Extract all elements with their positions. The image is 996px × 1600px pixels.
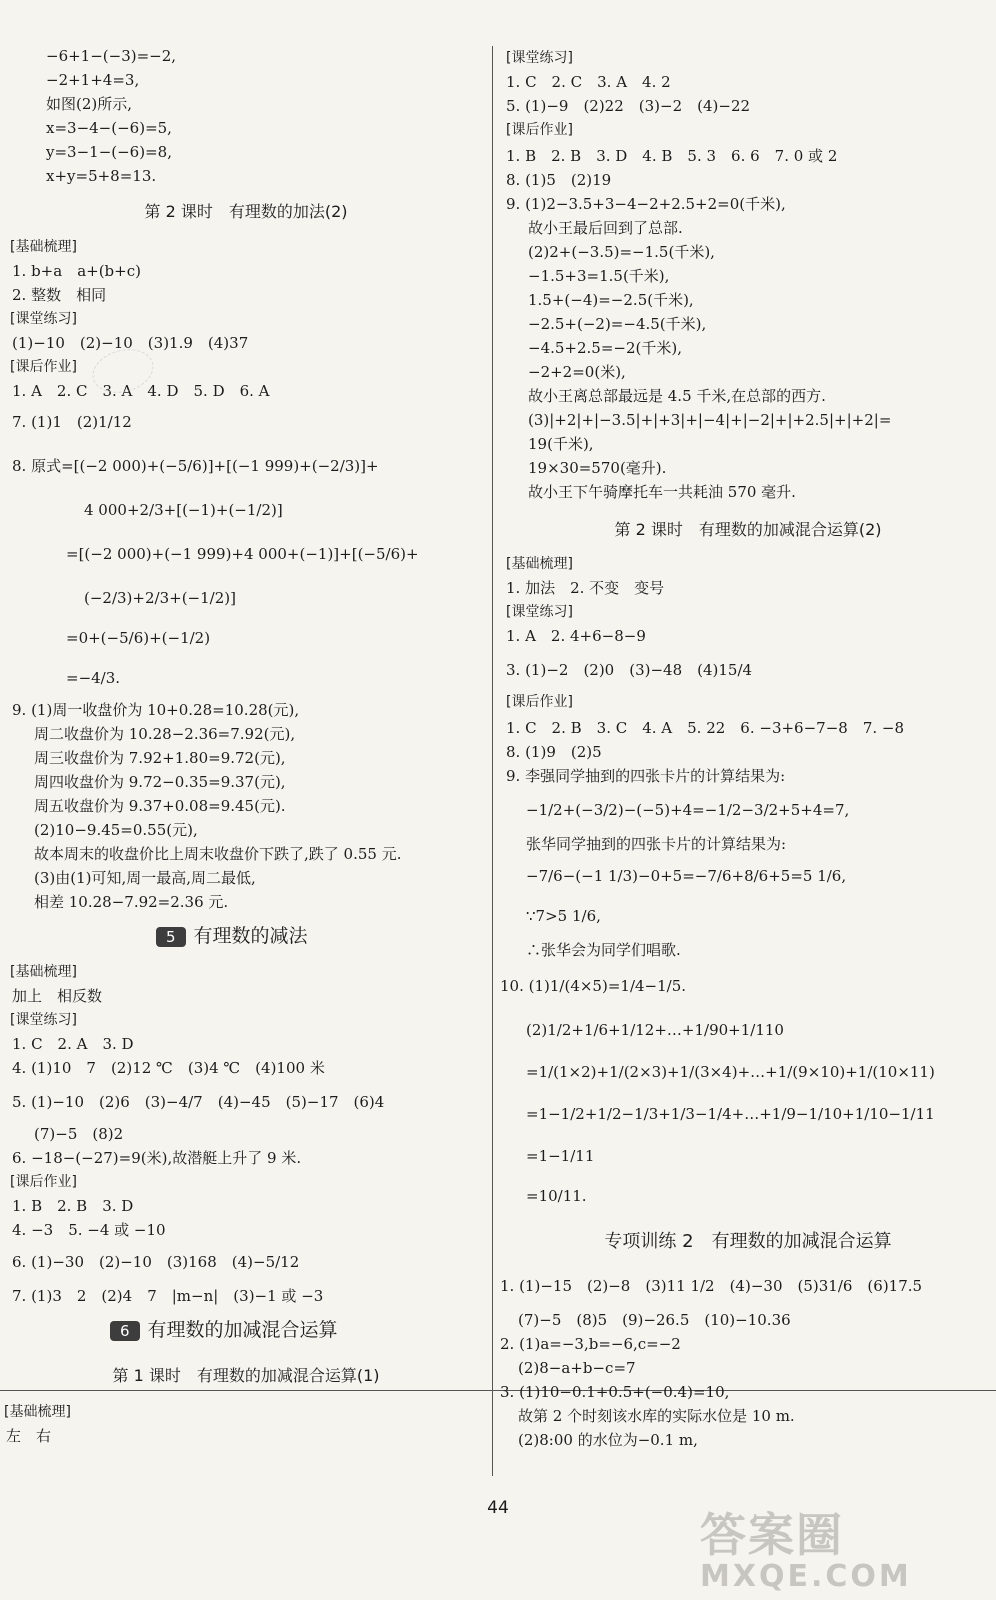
text-line: −2+2=0(米), xyxy=(528,363,626,381)
text-line: 10. (1)1/(4×5)=1/4−1/5. xyxy=(500,977,687,995)
text-line: =10/11. xyxy=(526,1187,587,1205)
text-line: −6+1−(−3)=−2, xyxy=(46,47,177,65)
text-line: 左 右 xyxy=(6,1427,52,1445)
chapter-title: 有理数的加减混合运算 xyxy=(147,1319,338,1341)
text-line: (3)由(1)可知,周一最高,周二最低, xyxy=(34,869,256,887)
text-line: 故本周末的收盘价比上周末收盘价下跌了,跌了 0.55 元. xyxy=(34,845,402,863)
text-line: 4 000+2/3+[(−1)+(−1/2)] xyxy=(84,501,283,519)
text-line: −1/2+(−3/2)−(−5)+4=−1/2−3/2+5+4=7, xyxy=(526,801,850,819)
text-line: 1. 加法 2. 不变 变号 xyxy=(506,579,665,597)
text-line: 5. (1)−9 (2)22 (3)−2 (4)−22 xyxy=(506,97,751,115)
text-line: (−2/3)+2/3+(−1/2)] xyxy=(84,589,236,607)
text-line: y=3−1−(−6)=8, xyxy=(46,143,172,161)
text-line: 4. −3 5. −4 或 −10 xyxy=(12,1221,166,1239)
text-line: 3. (1)10−0.1+0.5+(−0.4)=10, xyxy=(500,1383,730,1401)
chapter-title: 有理数的减法 xyxy=(193,925,308,947)
text-line: 9. 李强同学抽到的四张卡片的计算结果为: xyxy=(506,767,786,785)
text-line: (2)8−a+b−c=7 xyxy=(518,1359,636,1377)
text-line: =1−1/11 xyxy=(526,1147,595,1165)
text-line: =1−1/2+1/2−1/3+1/3−1/4+…+1/9−1/10+1/10−1/11 xyxy=(526,1105,935,1123)
text-line: 5. (1)−10 (2)6 (3)−4/7 (4)−45 (5)−17 (6)4 xyxy=(12,1093,385,1111)
text-line: =[(−2 000)+(−1 999)+4 000+(−1)]+[(−5/6)+ xyxy=(66,545,419,563)
text-line: ∵7>5 1/6, xyxy=(526,907,601,925)
lesson-heading: 第 2 课时 有理数的加法(2) xyxy=(144,202,348,221)
special-training-heading: 专项训练 2 有理数的加减混合运算 xyxy=(604,1231,892,1252)
text-line: 1. C 2. C 3. A 4. 2 xyxy=(506,73,671,91)
section-tag: [课后作业] xyxy=(506,694,573,710)
watermark-text: 答案圈 xyxy=(700,1508,844,1562)
text-line: 2. 整数 相同 xyxy=(12,286,107,304)
text-line: −4.5+2.5=−2(千米), xyxy=(528,339,682,357)
text-line: 故小王下午骑摩托车一共耗油 570 毫升. xyxy=(528,483,796,501)
watermark-logo xyxy=(700,1508,970,1594)
text-line: =−4/3. xyxy=(66,669,121,687)
text-line: 加上 相反数 xyxy=(12,987,103,1005)
section-tag: [课堂练习] xyxy=(506,604,573,620)
chapter-number-badge: 5 xyxy=(156,927,186,947)
section-tag: [课后作业] xyxy=(10,1174,77,1190)
text-line: 2. (1)a=−3,b=−6,c=−2 xyxy=(500,1335,681,1353)
text-line: (2)2+(−3.5)=−1.5(千米), xyxy=(528,243,715,261)
text-line: 张华同学抽到的四张卡片的计算结果为: xyxy=(526,835,787,853)
text-line: 1. b+a a+(b+c) xyxy=(12,262,141,280)
text-line: (2)1/2+1/6+1/12+…+1/90+1/110 xyxy=(526,1021,784,1039)
text-line: 7. (1)1 (2)1/12 xyxy=(12,413,132,431)
text-line: 9. (1)2−3.5+3−4−2+2.5+2=0(千米), xyxy=(506,195,786,213)
section-tag: [基础梳理] xyxy=(506,556,573,572)
text-line: 1. C 2. B 3. C 4. A 5. 22 6. −3+6−7−8 7. −8 xyxy=(506,719,905,737)
text-line: (7)−5 (8)2 xyxy=(34,1125,124,1143)
text-line: 6. −18−(−27)=9(米),故潜艇上升了 9 米. xyxy=(12,1149,302,1167)
text-line: 4. (1)10 7 (2)12 ℃ (3)4 ℃ (4)100 米 xyxy=(12,1059,325,1077)
text-line: 相差 10.28−7.92=2.36 元. xyxy=(34,893,229,911)
text-line: x+y=5+8=13. xyxy=(46,167,157,185)
text-line: 9. (1)周一收盘价为 10+0.28=10.28(元), xyxy=(12,701,300,719)
section-tag: [课后作业] xyxy=(506,122,573,138)
text-line: (2)10−9.45=0.55(元), xyxy=(34,821,198,839)
chapter-heading xyxy=(156,926,308,947)
text-line: 7. (1)3 2 (2)4 7 |m−n| (3)−1 或 −3 xyxy=(12,1287,324,1305)
watermark-url: MXQE.COM xyxy=(700,1559,912,1594)
column-divider xyxy=(492,46,493,1476)
text-line: 1. B 2. B 3. D 4. B 5. 3 6. 6 7. 0 或 2 xyxy=(506,147,838,165)
text-line: 1. A 2. 4+6−8−9 xyxy=(506,627,646,645)
text-line: 1. B 2. B 3. D xyxy=(12,1197,134,1215)
text-line: 19×30=570(毫升). xyxy=(528,459,667,477)
section-tag: [基础梳理] xyxy=(4,1404,71,1420)
text-line: 3. (1)−2 (2)0 (3)−48 (4)15/4 xyxy=(506,661,753,679)
text-line: 1. C 2. A 3. D xyxy=(12,1035,134,1053)
text-line: 8. (1)5 (2)19 xyxy=(506,171,612,189)
text-line: 故小王最后回到了总部. xyxy=(528,219,683,237)
text-line: (2)8:00 的水位为−0.1 m, xyxy=(518,1431,698,1449)
text-line: 故小王离总部最远是 4.5 千米,在总部的西方. xyxy=(528,387,826,405)
text-line: −2.5+(−2)=−4.5(千米), xyxy=(528,315,707,333)
lesson-heading: 第 1 课时 有理数的加减混合运算(1) xyxy=(112,1366,380,1385)
section-tag: [课堂练习] xyxy=(10,311,77,327)
text-line: ∴张华会为同学们唱歌. xyxy=(526,941,681,959)
text-line: 8. 原式=[(−2 000)+(−5/6)]+[(−1 999)+(−2/3)]+ xyxy=(12,457,379,475)
text-line: 1. (1)−15 (2)−8 (3)11 1/2 (4)−30 (5)31/6 (6)17.5 xyxy=(500,1277,923,1295)
text-line: 周四收盘价为 9.72−0.35=9.37(元), xyxy=(34,773,286,791)
section-tag: [基础梳理] xyxy=(10,239,77,255)
text-line: =0+(−5/6)+(−1/2) xyxy=(66,629,211,647)
section-tag: [课堂练习] xyxy=(506,50,573,66)
text-line: x=3−4−(−6)=5, xyxy=(46,119,172,137)
text-line: −7/6−(−1 1/3)−0+5=−7/6+8/6+5=5 1/6, xyxy=(526,867,847,885)
text-line: −1.5+3=1.5(千米), xyxy=(528,267,670,285)
text-line: 如图(2)所示, xyxy=(46,95,133,113)
text-line: (1)−10 (2)−10 (3)1.9 (4)37 xyxy=(12,334,249,352)
chapter-heading xyxy=(110,1320,338,1341)
text-line: −2+1+4=3, xyxy=(46,71,140,89)
text-line: (3)|+2|+|−3.5|+|+3|+|−4|+|−2|+|+2.5|+|+2|= xyxy=(528,411,892,429)
text-line: 故第 2 个时刻该水库的实际水位是 10 m. xyxy=(518,1407,795,1425)
lesson-heading: 第 2 课时 有理数的加减混合运算(2) xyxy=(614,520,882,539)
text-line: 周三收盘价为 7.92+1.80=9.72(元), xyxy=(34,749,286,767)
text-line: 1. A 2. C 3. A 4. D 5. D 6. A xyxy=(12,382,270,400)
text-line: 周五收盘价为 9.37+0.08=9.45(元). xyxy=(34,797,286,815)
text-line: 6. (1)−30 (2)−10 (3)168 (4)−5/12 xyxy=(12,1253,300,1271)
text-line: 周二收盘价为 10.28−2.36=7.92(元), xyxy=(34,725,296,743)
page-number: 44 xyxy=(487,1498,509,1518)
page-rule xyxy=(0,1390,996,1391)
text-line: 19(千米), xyxy=(528,435,594,453)
section-tag: [课后作业] xyxy=(10,359,77,375)
text-line: 8. (1)9 (2)5 xyxy=(506,743,602,761)
chapter-number-badge: 6 xyxy=(110,1321,140,1341)
text-line: =1/(1×2)+1/(2×3)+1/(3×4)+…+1/(9×10)+1/(10×11) xyxy=(526,1063,935,1081)
section-tag: [课堂练习] xyxy=(10,1012,77,1028)
section-tag: [基础梳理] xyxy=(10,964,77,980)
text-line: 1.5+(−4)=−2.5(千米), xyxy=(528,291,694,309)
text-line: (7)−5 (8)5 (9)−26.5 (10)−10.36 xyxy=(518,1311,791,1329)
